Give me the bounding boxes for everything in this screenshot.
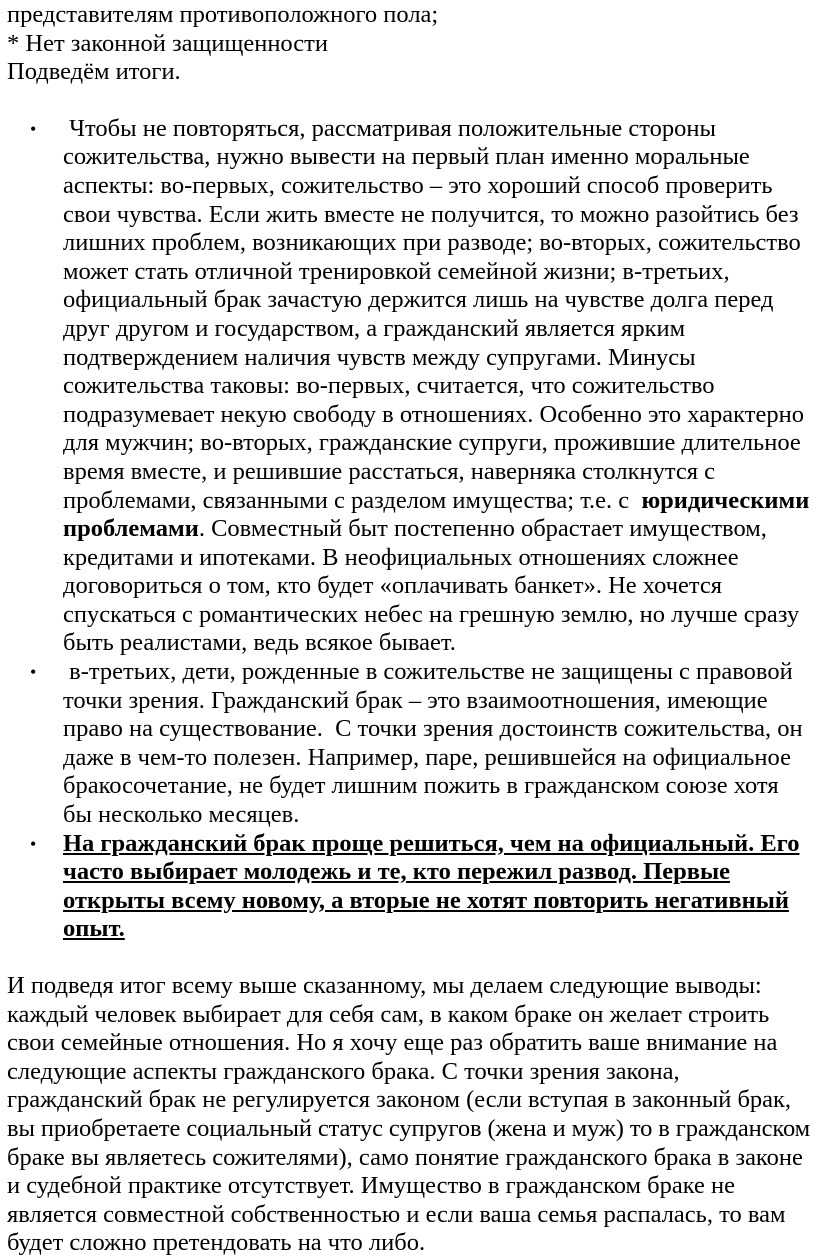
paragraph-line: Чтобы не повторяться, рассматривая положительные стороны [63,114,716,142]
paragraph-line: точки зрения. Гражданский брак – это взаимоотношения, имеющие [63,686,768,714]
highlight-line: На гражданский брак проще решиться, чем на официальный. Его [63,829,800,857]
paragraph-line: подразумевает некую свободу в отношениях. Особенно это характерно [63,400,804,428]
paragraph-line: вы приобретаете социальный статус супругов (жена и муж) то в гражданском [7,1114,811,1142]
paragraph-line: право на существование. С точки зрения достоинств сожительства, он [63,715,803,743]
bold-term: юридическими [641,486,810,514]
paragraph-line: договориться о том, кто будет «оплачивать банкет». Не хочется [63,572,723,600]
paragraph-line: может стать отличной тренировкой семейной жизни; в-третьих, [63,257,730,285]
paragraph-line: каждый человек выбирает для себя сам, в каком браке он желает строить [7,1000,770,1028]
paragraph-text: . Совместный быт постепенно обрастает имуществом, [198,515,767,543]
paragraph-line: друг другом и государством, а гражданский является ярким [63,314,686,342]
highlight-line: часто выбирает молодежь и те, кто пережил развод. Первые [63,858,730,886]
highlight-line: опыт. [63,915,125,943]
paragraph-line: лишних проблем, возникающих при разводе; во-вторых, сожительство [63,229,801,257]
paragraph-line: сожительства таковы: во-первых, считается, что сожительство [63,372,715,400]
paragraph-line: спускаться с романтических небес на грешную землю, но лучше сразу [63,600,800,628]
bullet-icon: • [30,118,37,139]
paragraph-line [63,487,810,516]
paragraph-line: аспекты: во-первых, сожительство – это хороший способ проверить [63,171,773,199]
paragraph-line: и судебной практике отсутствует. Имущество в гражданском браке не [7,1172,736,1200]
intro-line: представителям противоположного пола; [7,1,439,28]
bullet-icon: • [30,833,37,854]
paragraph-line: свои семейные отношения. Но я хочу еще раз обратить ваше внимание на [7,1029,778,1057]
intro-line: * Нет законной защищенности [7,29,328,57]
paragraph-line: свои чувства. Если жить вместе не получится, то можно разойтись без [63,200,799,228]
paragraph-line: быть реалистами, ведь всякое бывает. [63,629,456,657]
paragraph-line: И подведя итог всему выше сказанному, мы делаем следующие выводы: [7,972,762,999]
conclusion-paragraph [7,972,810,1258]
bullet-item-highlight [7,830,810,944]
paragraph-line: гражданский брак не регулируется законом (если вступая в законный брак, [7,1086,792,1114]
paragraph-line: бракосочетание, не будет лишним пожить в гражданском союзе хотя [63,772,779,800]
paragraph-line: даже в чем-то полезен. Например, паре, решившейся на официальное [63,743,791,771]
paragraph-line: подтверждением наличия чувств между супругами. Минусы [63,343,696,371]
paragraph-line: для мужчин; во-вторых, гражданские супруги, прожившие длительное [63,429,801,457]
paragraph-line: является совместной собственностью и если ваша семья распалась, то вам [7,1200,786,1228]
paragraph-line: кредитами и ипотеками. В неофициальных отношениях сложнее [63,543,739,571]
intro-line: Подведём итоги. [7,58,181,86]
paragraph-text: проблемами, связанными с разделом имущества; т.е. с [63,486,642,514]
paragraph-line: официальный брак зачастую держится лишь на чувстве долга перед [63,286,774,314]
bullet-icon: • [30,662,37,683]
paragraph-line: в-третьих, дети, рожденные в сожительстве не защищены с правовой [63,658,793,686]
bullet-list [7,115,810,944]
bold-term: проблемами [63,515,199,543]
paragraph-line: сожительства, нужно вывести на первый план именно моральные [63,143,750,171]
intro-block [7,0,810,87]
paragraph-line: время вместе, и решившие расстаться, наверняка столкнутся с [63,457,715,485]
paragraph-line: будет сложно претендовать на что либо. [7,1229,426,1257]
bullet-item-children [7,658,810,830]
paragraph-line [63,515,810,544]
paragraph-line: браке вы являетесь сожителями), само понятие гражданского брака в законе [7,1143,803,1171]
paragraph-line: следующие аспекты гражданского брака. С точки зрения закона, [7,1057,680,1085]
paragraph-line: бы несколько месяцев. [63,801,300,829]
highlight-line: открыты всему новому, а вторые не хотят повторить негативный [63,886,789,914]
bullet-item-pros-cons [7,115,810,658]
